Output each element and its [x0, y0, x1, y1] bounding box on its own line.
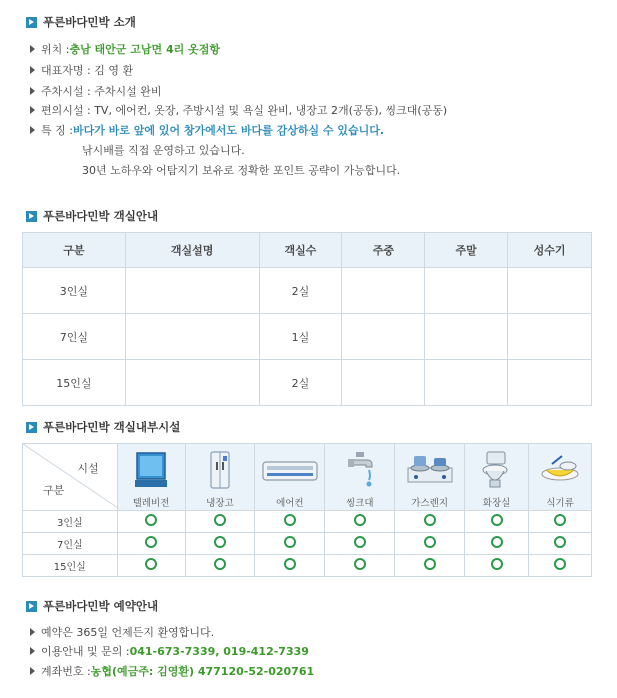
facility-label: 가스렌지	[411, 498, 449, 509]
col-header: 성수기	[508, 233, 592, 268]
table-cell	[508, 314, 592, 360]
facility-tv	[117, 444, 185, 511]
rooms-header-row	[23, 233, 592, 268]
bullet-triangle-icon	[30, 66, 35, 74]
table-cell	[425, 314, 508, 360]
table-cell: 3인실	[23, 268, 126, 314]
bullet-triangle-icon	[30, 87, 35, 95]
row-name: 15인실	[23, 555, 118, 577]
corner-top-label: 시설	[77, 462, 99, 475]
available-circle-icon	[284, 536, 296, 548]
availability-cell	[395, 533, 465, 555]
available-circle-icon	[145, 536, 157, 548]
parking-text: 주차시설 : 주차시설 완비	[41, 85, 162, 98]
facilities-title-text: 푸른바다민박 객실내부시설	[43, 420, 181, 434]
air-conditioner-icon	[261, 450, 319, 490]
bullet-triangle-icon	[30, 628, 35, 636]
bullet-triangle-icon	[30, 106, 35, 114]
available-circle-icon	[554, 536, 566, 548]
facilities-table	[22, 443, 592, 577]
table-cell	[425, 268, 508, 314]
col-header: 객실설명	[125, 233, 259, 268]
facility-sink	[325, 444, 395, 511]
availability-cell	[325, 511, 395, 533]
arrow-right-icon	[26, 601, 37, 612]
arrow-right-icon	[26, 17, 37, 28]
table-cell	[508, 268, 592, 314]
table-cell: 2실	[259, 360, 342, 406]
owner-line	[30, 62, 133, 78]
availability-cell	[325, 533, 395, 555]
col-header: 객실수	[259, 233, 342, 268]
availability-cell	[465, 555, 529, 577]
facility-label: 씽크대	[346, 498, 374, 509]
availability-cell	[529, 511, 592, 533]
reservation-text: 예약은 365일 언제든지 환영합니다.	[41, 626, 215, 639]
facility-label: 식기류	[546, 498, 574, 509]
available-circle-icon	[284, 558, 296, 570]
facilities-header-row	[23, 444, 592, 511]
table-row	[23, 555, 592, 577]
location-value: 충남 태안군 고남면 4리 옷점항	[69, 43, 220, 56]
availability-cell	[529, 533, 592, 555]
table-cell	[508, 360, 592, 406]
bullet-triangle-icon	[30, 647, 35, 655]
table-cell	[342, 268, 425, 314]
available-circle-icon	[145, 514, 157, 526]
arrow-right-icon	[26, 211, 37, 222]
owner-text: 대표자명 : 김 영 환	[41, 64, 134, 77]
contact-label: 이용안내 및 문의 :	[41, 645, 130, 658]
account-line	[30, 663, 314, 679]
row-name: 3인실	[23, 511, 118, 533]
feature-label: 특 징 :	[41, 124, 73, 137]
bullet-triangle-icon	[30, 126, 35, 134]
location-label: 위치 :	[41, 43, 70, 56]
availability-cell	[255, 533, 325, 555]
feature-line	[30, 122, 384, 138]
available-circle-icon	[554, 558, 566, 570]
table-cell	[125, 360, 259, 406]
available-circle-icon	[554, 514, 566, 526]
col-header: 구분	[23, 233, 126, 268]
available-circle-icon	[214, 514, 226, 526]
available-circle-icon	[214, 536, 226, 548]
intro-section-title	[26, 14, 136, 30]
corner-bottom-label: 구분	[43, 484, 65, 497]
bullet-triangle-icon	[30, 667, 35, 675]
availability-cell	[185, 511, 255, 533]
table-row	[23, 314, 592, 360]
row-name: 7인실	[23, 533, 118, 555]
feature-value: 바다가 바로 앞에 있어 창가에서도 바다를 감상하실 수 있습니다.	[72, 124, 385, 137]
table-row	[23, 268, 592, 314]
facility-label: 화장실	[482, 498, 511, 509]
table-cell	[342, 360, 425, 406]
corner-cell	[23, 444, 118, 511]
col-header: 주중	[342, 233, 425, 268]
reservation-line-1	[30, 624, 214, 640]
available-circle-icon	[491, 558, 503, 570]
available-circle-icon	[214, 558, 226, 570]
toilet-icon	[477, 450, 517, 490]
table-cell: 15인실	[23, 360, 126, 406]
facility-gas-range	[395, 444, 465, 511]
availability-cell	[117, 533, 185, 555]
available-circle-icon	[284, 514, 296, 526]
facility-dishes	[529, 444, 592, 511]
availability-cell	[395, 555, 465, 577]
availability-cell	[255, 555, 325, 577]
amenities-text: 편의시설 : TV, 에어컨, 옷장, 주방시설 및 욕실 완비, 냉장고 2개(공동), 씽크대(공동)	[41, 104, 448, 117]
contact-value: 041-673-7339, 019-412-7339	[129, 644, 309, 658]
available-circle-icon	[354, 536, 366, 548]
available-circle-icon	[145, 558, 157, 570]
availability-cell	[395, 511, 465, 533]
availability-cell	[255, 511, 325, 533]
availability-cell	[185, 533, 255, 555]
bullet-triangle-icon	[30, 45, 35, 53]
availability-cell	[529, 555, 592, 577]
availability-cell	[117, 511, 185, 533]
intro-title-text: 푸른바다민박 소개	[43, 15, 136, 29]
location-line	[30, 41, 220, 57]
availability-cell	[117, 555, 185, 577]
availability-cell	[465, 533, 529, 555]
reservation-section-title	[26, 598, 158, 614]
available-circle-icon	[424, 536, 436, 548]
availability-cell	[185, 555, 255, 577]
facility-label: 텔레비전	[132, 498, 170, 509]
diagonal-line	[23, 444, 118, 508]
table-cell	[125, 314, 259, 360]
available-circle-icon	[354, 514, 366, 526]
dishes-icon	[538, 450, 582, 490]
refrigerator-icon	[200, 450, 240, 490]
table-row	[23, 533, 592, 555]
table-cell: 1실	[259, 314, 342, 360]
available-circle-icon	[491, 536, 503, 548]
facility-air-conditioner	[255, 444, 325, 511]
sink-icon	[340, 450, 380, 490]
availability-cell	[325, 555, 395, 577]
gas-range-icon	[404, 450, 456, 490]
facilities-section-title	[26, 419, 180, 435]
table-cell: 2실	[259, 268, 342, 314]
reservation-title-text: 푸른바다민박 예약안내	[43, 599, 159, 613]
available-circle-icon	[491, 514, 503, 526]
availability-cell	[465, 511, 529, 533]
table-cell	[425, 360, 508, 406]
feature-line-2: 낚시배를 직접 운영하고 있습니다.	[82, 144, 245, 157]
rooms-title-text: 푸른바다민박 객실안내	[43, 209, 159, 223]
available-circle-icon	[354, 558, 366, 570]
facility-label: 에어컨	[276, 498, 304, 509]
table-cell	[342, 314, 425, 360]
tv-icon	[131, 450, 171, 490]
parking-line	[30, 83, 161, 99]
facility-refrigerator	[185, 444, 255, 511]
rooms-section-title	[26, 208, 158, 224]
table-cell	[125, 268, 259, 314]
account-value: 농협(예금주: 김영환) 477120-52-020761	[90, 665, 315, 678]
feature-line-3: 30년 노하우와 어탐지기 보유로 정확한 포인트 공략이 가능합니다.	[82, 164, 401, 177]
col-header: 주말	[425, 233, 508, 268]
table-cell: 7인실	[23, 314, 126, 360]
table-row	[23, 360, 592, 406]
available-circle-icon	[424, 558, 436, 570]
table-row	[23, 511, 592, 533]
available-circle-icon	[424, 514, 436, 526]
amenities-line	[30, 102, 447, 118]
arrow-right-icon	[26, 422, 37, 433]
rooms-table	[22, 232, 592, 406]
facility-label: 냉장고	[206, 498, 234, 509]
facility-toilet	[465, 444, 529, 511]
account-label: 계좌번호 :	[41, 665, 91, 678]
contact-line	[30, 643, 309, 659]
